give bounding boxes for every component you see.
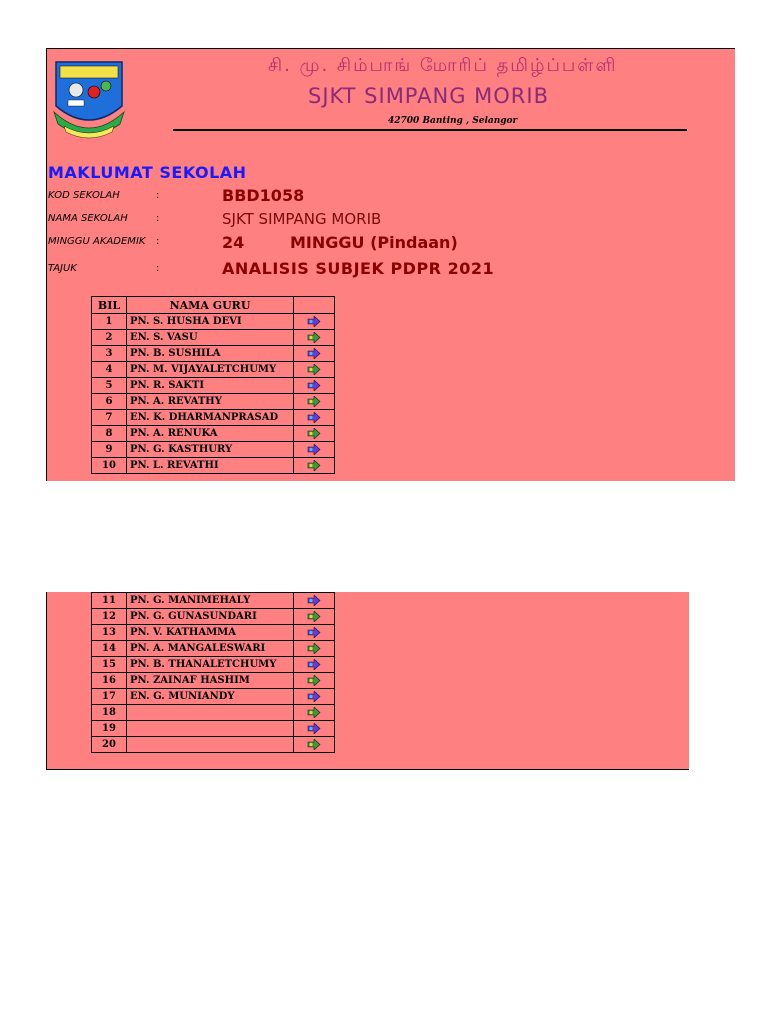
section-title: MAKLUMAT SEKOLAH: [48, 163, 247, 182]
row-bil: 18: [92, 705, 127, 721]
table-row: [92, 593, 335, 609]
arrow-link-icon[interactable]: [307, 675, 321, 686]
col-arrow-header: [294, 297, 335, 314]
row-bil: 13: [92, 625, 127, 641]
row-link-cell[interactable]: [294, 609, 335, 625]
row-link-cell[interactable]: [294, 458, 335, 474]
row-nama-guru: PN. M. VIJAYALETCHUMY: [127, 362, 294, 378]
row-bil: 9: [92, 442, 127, 458]
arrow-link-icon[interactable]: [307, 595, 321, 606]
arrow-link-icon[interactable]: [307, 691, 321, 702]
row-link-cell[interactable]: [294, 737, 335, 753]
table-row: [92, 737, 335, 753]
row-bil: 17: [92, 689, 127, 705]
value-tajuk: ANALISIS SUBJEK PDPR 2021: [222, 259, 495, 278]
arrow-link-icon[interactable]: [307, 739, 321, 750]
row-bil: 19: [92, 721, 127, 737]
row-nama-guru: PN. A. MANGALESWARI: [127, 641, 294, 657]
arrow-link-icon[interactable]: [307, 332, 321, 343]
arrow-link-icon[interactable]: [307, 643, 321, 654]
table-row: [92, 458, 335, 474]
table-row: [92, 394, 335, 410]
row-bil: 2: [92, 330, 127, 346]
table-row: [92, 625, 335, 641]
table-row: [92, 346, 335, 362]
arrow-link-icon[interactable]: [307, 723, 321, 734]
col-bil-header: BIL: [92, 297, 127, 314]
arrow-link-icon[interactable]: [307, 707, 321, 718]
colon: :: [156, 213, 160, 224]
guru-table-1: [91, 296, 335, 474]
row-nama-guru: PN. S. HUSHA DEVI: [127, 314, 294, 330]
row-link-cell[interactable]: [294, 426, 335, 442]
row-bil: 7: [92, 410, 127, 426]
row-nama-guru: PN. B. SUSHILA: [127, 346, 294, 362]
row-bil: 4: [92, 362, 127, 378]
table-row: [92, 330, 335, 346]
row-nama-guru: [127, 705, 294, 721]
row-link-cell[interactable]: [294, 330, 335, 346]
table-row: [92, 410, 335, 426]
row-nama-guru: PN. G. GUNASUNDARI: [127, 609, 294, 625]
row-bil: 12: [92, 609, 127, 625]
row-bil: 8: [92, 426, 127, 442]
row-nama-guru: [127, 737, 294, 753]
row-link-cell[interactable]: [294, 442, 335, 458]
row-bil: 5: [92, 378, 127, 394]
row-bil: 11: [92, 593, 127, 609]
table-row: [92, 362, 335, 378]
arrow-link-icon[interactable]: [307, 316, 321, 327]
arrow-link-icon[interactable]: [307, 348, 321, 359]
row-nama-guru: PN. L. REVATHI: [127, 458, 294, 474]
arrow-link-icon[interactable]: [307, 428, 321, 439]
row-nama-guru: [127, 721, 294, 737]
header-rule: [173, 129, 687, 131]
col-nama-header: NAMA GURU: [127, 297, 294, 314]
row-nama-guru: PN. ZAINAF HASHIM: [127, 673, 294, 689]
table-row: [92, 426, 335, 442]
value-minggu-text: MINGGU (Pindaan): [290, 233, 458, 252]
table-row: [92, 641, 335, 657]
arrow-link-icon[interactable]: [307, 611, 321, 622]
row-nama-guru: EN. K. DHARMANPRASAD: [127, 410, 294, 426]
value-nama-sekolah: SJKT SIMPANG MORIB: [222, 210, 382, 228]
row-bil: 3: [92, 346, 127, 362]
row-link-cell[interactable]: [294, 346, 335, 362]
label-tajuk: TAJUK: [48, 263, 77, 274]
row-link-cell[interactable]: [294, 673, 335, 689]
table-row: [92, 673, 335, 689]
table-header-row: [92, 297, 335, 314]
value-kod-sekolah: BBD1058: [222, 186, 305, 205]
row-nama-guru: PN. R. SAKTI: [127, 378, 294, 394]
arrow-link-icon[interactable]: [307, 364, 321, 375]
row-link-cell[interactable]: [294, 410, 335, 426]
table-row: [92, 314, 335, 330]
row-bil: 15: [92, 657, 127, 673]
table-row: [92, 657, 335, 673]
label-minggu-akademik: MINGGU AKADEMIK: [48, 236, 146, 247]
arrow-link-icon[interactable]: [307, 380, 321, 391]
value-minggu-number: 24: [222, 233, 245, 252]
arrow-link-icon[interactable]: [307, 396, 321, 407]
table-row: [92, 442, 335, 458]
arrow-link-icon[interactable]: [307, 627, 321, 638]
arrow-link-icon[interactable]: [307, 460, 321, 471]
row-link-cell[interactable]: [294, 657, 335, 673]
label-kod-sekolah: KOD SEKOLAH: [48, 190, 120, 201]
arrow-link-icon[interactable]: [307, 659, 321, 670]
colon: :: [156, 236, 160, 247]
row-bil: 1: [92, 314, 127, 330]
row-nama-guru: PN. G. KASTHURY: [127, 442, 294, 458]
row-link-cell[interactable]: [294, 378, 335, 394]
row-bil: 20: [92, 737, 127, 753]
table-row: [92, 705, 335, 721]
arrow-link-icon[interactable]: [307, 412, 321, 423]
row-bil: 16: [92, 673, 127, 689]
row-nama-guru: PN. G. MANIMEHALY: [127, 593, 294, 609]
row-bil: 14: [92, 641, 127, 657]
row-link-cell[interactable]: [294, 641, 335, 657]
row-nama-guru: PN. V. KATHAMMA: [127, 625, 294, 641]
row-link-cell[interactable]: [294, 394, 335, 410]
row-link-cell[interactable]: [294, 721, 335, 737]
row-link-cell[interactable]: [294, 593, 335, 609]
colon: :: [156, 263, 160, 274]
colon: :: [156, 190, 160, 201]
arrow-link-icon[interactable]: [307, 444, 321, 455]
table-row: [92, 609, 335, 625]
row-link-cell[interactable]: [294, 362, 335, 378]
label-nama-sekolah: NAMA SEKOLAH: [48, 213, 128, 224]
table-row: [92, 689, 335, 705]
row-link-cell[interactable]: [294, 705, 335, 721]
school-title: SJKT SIMPANG MORIB: [308, 84, 549, 108]
row-link-cell[interactable]: [294, 625, 335, 641]
guru-table-2: [91, 592, 335, 753]
row-nama-guru: PN. B. THANALETCHUMY: [127, 657, 294, 673]
school-logo-icon: [50, 54, 128, 140]
row-link-cell[interactable]: [294, 314, 335, 330]
row-bil: 10: [92, 458, 127, 474]
row-nama-guru: EN. G. MUNIANDY: [127, 689, 294, 705]
row-nama-guru: EN. S. VASU: [127, 330, 294, 346]
table-row: [92, 721, 335, 737]
row-nama-guru: PN. A. REVATHY: [127, 394, 294, 410]
row-nama-guru: PN. A. RENUKA: [127, 426, 294, 442]
table-row: [92, 378, 335, 394]
tamil-school-name: சி. மு. சிம்பாங் மோரிப் தமிழ்ப்பள்ளி: [268, 55, 618, 76]
row-link-cell[interactable]: [294, 689, 335, 705]
row-bil: 6: [92, 394, 127, 410]
school-address: 42700 Banting , Selangor: [388, 116, 518, 126]
